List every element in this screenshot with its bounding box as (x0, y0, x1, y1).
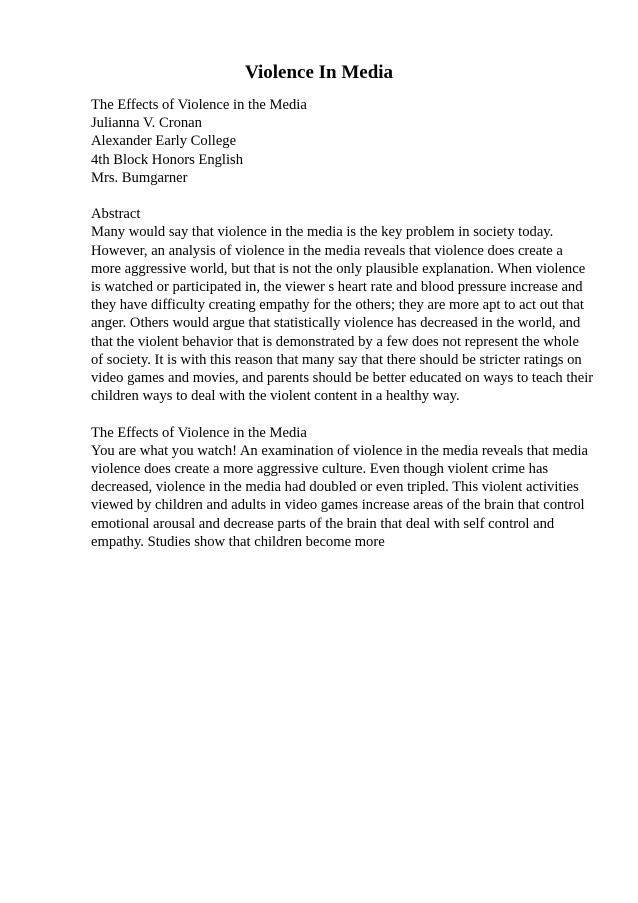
abstract-line: more aggressive world, but that is not the only plausible explanation. When violence (91, 260, 586, 277)
abstract-line: they have difficulty creating empathy for the others; they are more apt to act out that (91, 297, 584, 314)
abstract-line: video games and movies, and parents should be better educated on ways to teach their (91, 370, 594, 387)
abstract-line: However, an analysis of violence in the media reveals that violence does create a (91, 242, 563, 259)
class-name: 4th Block Honors English (91, 151, 244, 168)
document-title: Violence In Media (244, 62, 394, 83)
body-line: decreased, violence in the media had doubled or even tripled. This violent activities (91, 479, 579, 496)
body-heading: The Effects of Violence in the Media (91, 424, 307, 441)
abstract-line: is watched or participated in, the viewer s heart rate and blood pressure increase and (91, 279, 583, 296)
body-line: You are what you watch! An examination of violence in the media reveals that media (91, 442, 588, 459)
body-line: empathy. Studies show that children become more (91, 533, 385, 550)
body-line: emotional arousal and decrease parts of the brain that deal with self control and (91, 515, 555, 532)
body-line: viewed by children and adults in video games increase areas of the brain that control (91, 497, 585, 514)
abstract-line: Many would say that violence in the media is the key problem in society today. (91, 224, 554, 241)
body-section (91, 424, 601, 551)
paragraph-gap (91, 405, 601, 423)
teacher-name: Mrs. Bumgarner (91, 169, 188, 186)
header-block (91, 96, 601, 187)
body-line: violence does create a more aggressive culture. Even though violent crime has (91, 461, 549, 478)
abstract-heading: Abstract (91, 206, 141, 223)
abstract-line: that the violent behavior that is demonstrated by a few does not represent the whole (91, 333, 579, 350)
author-name: Julianna V. Cronan (91, 115, 202, 132)
paper-title: The Effects of Violence in the Media (91, 97, 307, 113)
abstract-section (91, 205, 601, 405)
document-content (91, 96, 601, 551)
paragraph-gap (91, 187, 601, 205)
abstract-line: of society. It is with this reason that many say that there should be stricter ratings on (91, 351, 582, 368)
school-name: Alexander Early College (91, 133, 237, 150)
abstract-line: anger. Others would argue that statistically violence has decreased in the world, and (91, 315, 581, 332)
abstract-line: children ways to deal with the violent content in a healthy way. (91, 388, 460, 405)
